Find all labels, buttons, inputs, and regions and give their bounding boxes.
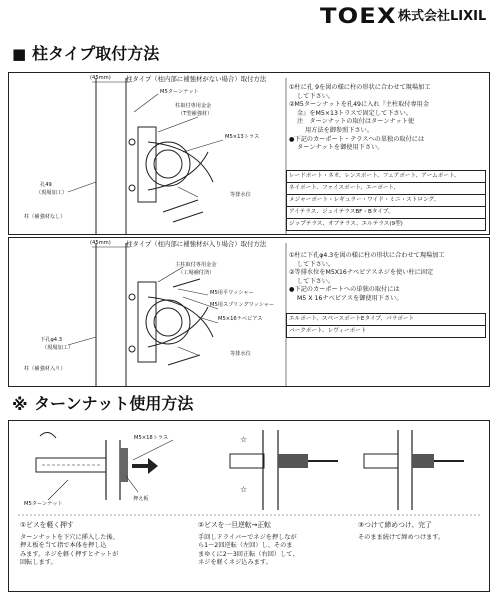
panel2-product-table bbox=[286, 313, 486, 338]
step-heading: ③つけて締めつけ、完了 bbox=[358, 521, 432, 529]
svg-text:☆: ☆ bbox=[240, 485, 248, 494]
note-line: ①柱に孔 9を図の様に柱の形状に合わせて現場加工 bbox=[289, 84, 431, 91]
note-line: して下さい。 bbox=[297, 92, 335, 100]
panel2-dimension: (45mm) bbox=[90, 240, 111, 246]
note-line: M5 X 16ナベビアスを御使用下さい。 bbox=[297, 294, 403, 302]
step-line: ネジを軽くネジ込みます。 bbox=[198, 559, 272, 567]
label-screw: M5×13トラス bbox=[225, 134, 260, 140]
step-line: 押え板を当て指で本体を押し込 bbox=[20, 542, 107, 550]
label-hole-sub: （現場加工） bbox=[36, 190, 68, 196]
table-row: メジャーポート・レギュラー・ワイド・ミニ・ストロング、 bbox=[287, 195, 485, 207]
note-line: ①柱に下孔φ4.3を図の様に柱の形状に合わせて現場加工 bbox=[289, 252, 445, 259]
step-line: ら1～2回逆転（左回）し、そのま bbox=[198, 542, 293, 550]
label-bracket-sub: （工場補付済） bbox=[178, 270, 215, 276]
brand-logo: TOEX bbox=[320, 4, 397, 28]
panel1-dimension: (45mm) bbox=[90, 75, 111, 81]
label-bracket: 主柱取付専用金金 bbox=[175, 262, 217, 268]
note-line: 用方法を御参照下さい。 bbox=[305, 126, 374, 134]
section2-title: ターンナット使用方法 bbox=[34, 394, 194, 413]
label-screw: M5×16ナベビアス bbox=[218, 316, 263, 322]
panel1-notes bbox=[289, 84, 430, 153]
section-title: 柱タイプ取付方法 bbox=[32, 44, 160, 63]
label-bracket: 柱取付専用金金 bbox=[175, 103, 212, 109]
table-row: ネイポート、ファイスポート、エーポート、 bbox=[287, 183, 485, 195]
label-turn-nut: M5ターンナット bbox=[24, 501, 63, 507]
label-post: 柱（補強材入り） bbox=[24, 366, 66, 372]
step-1 bbox=[20, 521, 119, 568]
label-hole-sub: （現場加工） bbox=[42, 345, 74, 351]
section-marker: ■ bbox=[12, 45, 27, 63]
step-line: そのまま続けて締めつけます。 bbox=[358, 533, 445, 541]
note-line: ②M5ターンナットを孔49に入れ『主柱取付専用金 bbox=[289, 101, 430, 109]
step-heading: ②ビスを一旦逆転→正転 bbox=[198, 521, 271, 529]
note-line: ②等排水位をM5X16ナベビアスネジを使い柱に固定 bbox=[289, 269, 434, 277]
panel2-notes bbox=[289, 252, 445, 304]
step-3 bbox=[358, 521, 444, 542]
note-line: して下さい。 bbox=[297, 277, 335, 285]
label-clamp: 等排水位 bbox=[230, 351, 251, 357]
panel1-product-table bbox=[286, 170, 486, 231]
note-line: ターンナットを御使用下さい。 bbox=[297, 144, 384, 152]
label-clamp: 等排水位 bbox=[230, 192, 251, 198]
step-line: 手回しドライバーでネジを押しなが bbox=[198, 533, 297, 541]
label-hole: 下孔φ4.3 bbox=[40, 337, 63, 343]
note-line: ●下記のカーポート・テラスへの単独の取付には bbox=[289, 135, 425, 143]
step-line: 回転します。 bbox=[20, 559, 57, 567]
section2-marker: ※ bbox=[12, 395, 28, 414]
label-screw: M5×18トラス bbox=[134, 435, 169, 441]
table-row: アイテラス、ジェイテラスBF・Bタイプ、 bbox=[287, 207, 485, 219]
note-line: して下さい。 bbox=[297, 260, 335, 268]
label-spring-washer: M5用スプリングワッシャー bbox=[210, 302, 275, 308]
company-name: 株式会社LIXIL bbox=[398, 9, 487, 24]
label-turn-nut: M5ターンナット bbox=[160, 89, 199, 95]
table-row: レードポート・ネオ、レンスポート、フェアポート、アームポート、 bbox=[287, 171, 485, 183]
note-line: 金』をM5×13トラスで固定して下さい。 bbox=[297, 109, 412, 117]
table-row: ジップテラス、オブテラス、エルテラス(9型) bbox=[289, 221, 403, 227]
label-washer: M5用平ワッシャー bbox=[210, 290, 254, 296]
panel2-heading: 柱タイプ（柱内部に補強材が入り場合）取付方法 bbox=[126, 240, 267, 248]
svg-text:☆: ☆ bbox=[240, 435, 248, 444]
note-line: 注 ターンナットの取付はターンナット使 bbox=[297, 118, 415, 126]
label-hole: 孔49 bbox=[40, 182, 52, 188]
panel1-heading: 柱タイプ（柱内部に補強材がない場合）取付方法 bbox=[126, 75, 267, 83]
step-2 bbox=[198, 521, 299, 568]
step-line: みます。ネジを軽く押すとナットが bbox=[20, 550, 119, 558]
step-line: ターンナットを下穴に挿入した後、 bbox=[20, 533, 119, 541]
table-row: エルポート、スペースポートEタイプ、パラポート bbox=[287, 314, 485, 326]
table-row: パークポート、レヴィーポート bbox=[289, 328, 367, 334]
step-heading: ①ビスを軽く押す bbox=[20, 521, 74, 529]
label-bracket-sub: （T型補強材） bbox=[178, 111, 213, 117]
step-line: まゆくに2～3回正転（右回）して、 bbox=[198, 550, 299, 558]
label-post: 柱（補強材なし） bbox=[24, 214, 66, 220]
note-line: ●下記のカーポートへの単独の取付には bbox=[289, 286, 400, 294]
label-plate: 押え板 bbox=[133, 496, 149, 502]
